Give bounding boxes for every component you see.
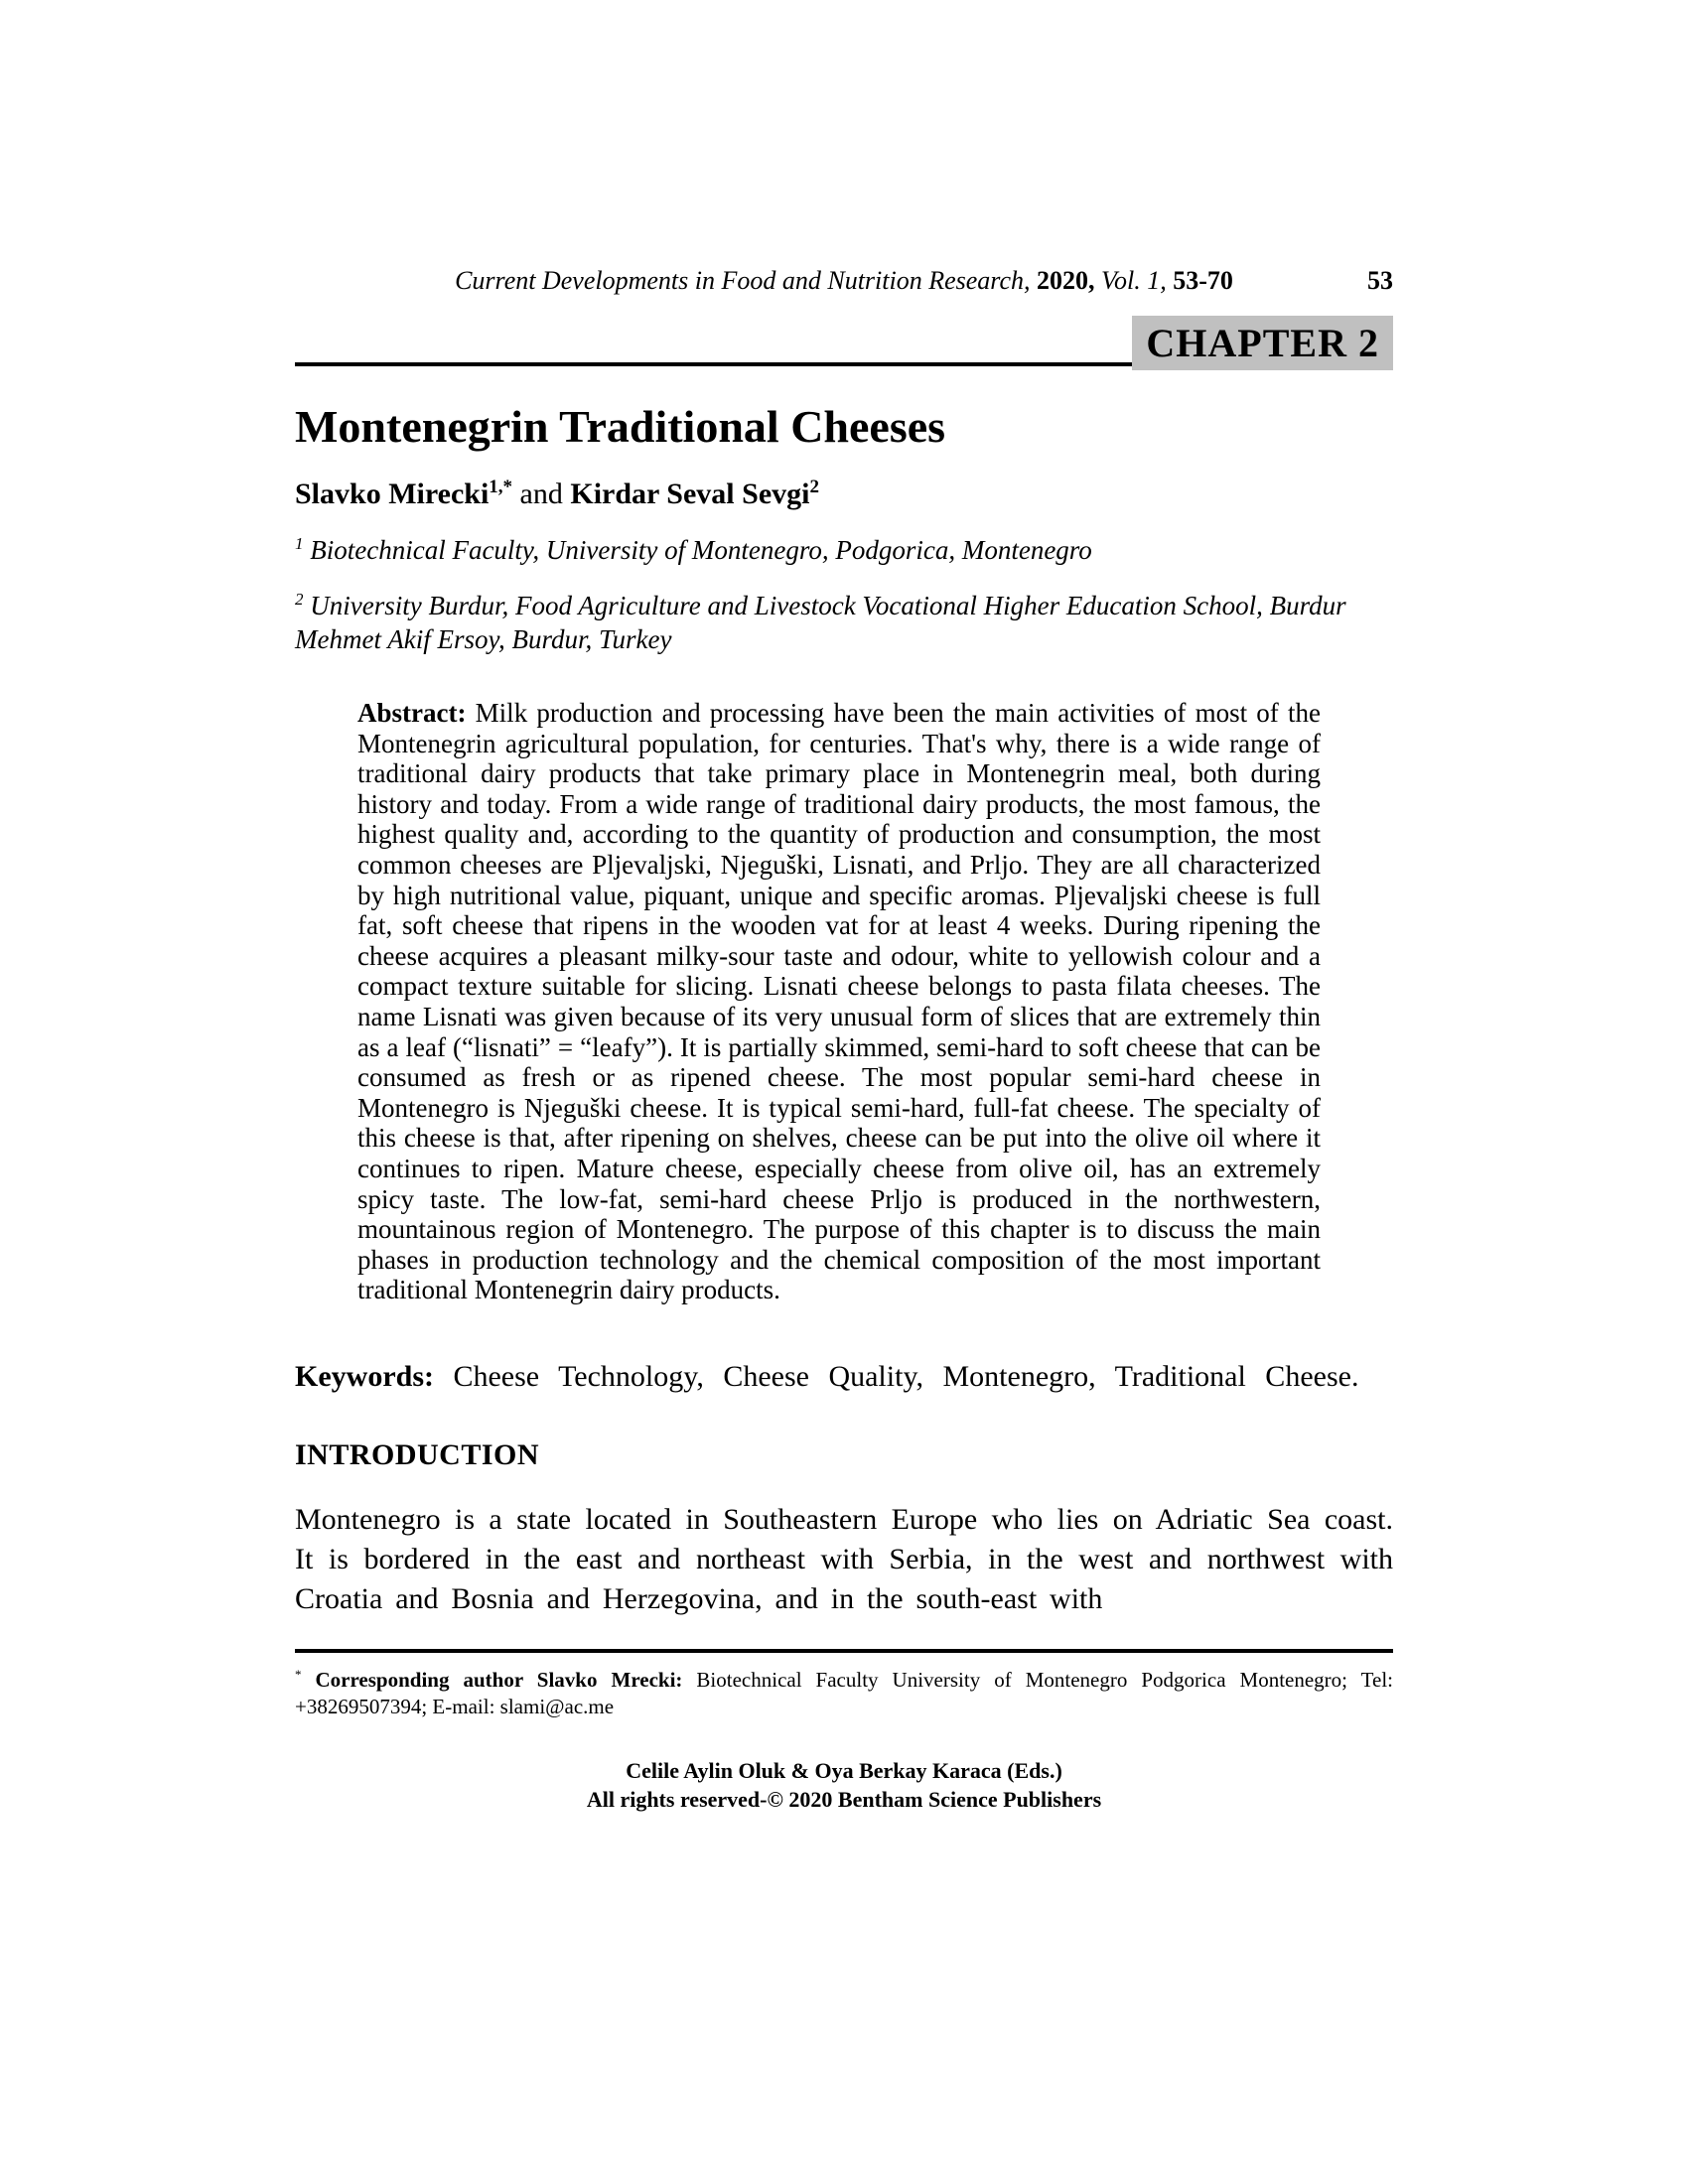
author-connector: and bbox=[512, 478, 571, 510]
chapter-badge: CHAPTER 2 bbox=[1132, 316, 1393, 370]
affiliation-1 bbox=[295, 527, 1393, 567]
abstract-label: Abstract: bbox=[357, 698, 467, 728]
running-head-line bbox=[455, 266, 1233, 295]
affiliation-1-text: Biotechnical Faculty, University of Montenegro, Podgorica, Montenegro bbox=[303, 535, 1092, 565]
corresponding-author-footnote bbox=[295, 1661, 1393, 1720]
affiliation-2-text: University Burdur, Food Agriculture and Livestock Vocational Higher Education School, Burdur Mehmet Akif Ersoy, Burdur, Turkey bbox=[295, 591, 1346, 654]
introduction-heading: INTRODUCTION bbox=[295, 1437, 540, 1471]
publisher-footer bbox=[295, 1756, 1393, 1814]
journal-year: 2020, bbox=[1036, 266, 1101, 295]
journal-volume: Vol. 1, bbox=[1100, 266, 1174, 295]
author-2-superscript: 2 bbox=[809, 477, 819, 497]
author-2: Kirdar Seval Sevgi bbox=[570, 478, 810, 510]
footnote-text: Biotechnical Faculty University of Montenegro Podgorica Montenegro; Tel: +38269507394; E-mail: slami@ac.me bbox=[295, 1667, 1393, 1718]
affiliation-1-marker: 1 bbox=[295, 534, 304, 553]
abstract-text: Milk production and processing have been the main activities of most of the Montenegrin agricultural population, for centuries. That's why, there is a wide range of traditional dairy products that take primary place in Montenegrin meal, both during history and today. From a wide range of traditional dairy products, the most famous, the highest quality and, according to the quantity of production and consumption, the most common cheeses are Pljevaljski, Njeguški, Lisnati, and Prljo. They are all characterized by high nutritional value, piquant, unique and specific aromas. Pljevaljski cheese is full fat, soft cheese that ripens in the wooden vat for at least 4 weeks. During ripening the cheese acquires a pleasant milky-sour taste and odour, white to yellowish colour and a compact texture suitable for slicing. Lisnati cheese belongs to pasta filata cheeses. The name Lisnati was given because of its very unusual form of slices that are extremely thin as a leaf (“lisnati” = “leafy”). It is partially skimmed, semi-hard to soft cheese that can be consumed as fresh or as ripened cheese. The most popular semi-hard cheese in Montenegro is Njeguški cheese. It is typical semi-hard, full-fat cheese. The specialty of this cheese is that, after ripening on shelves, cheese can be put into the olive oil where it continues to ripen. Mature cheese, especially cheese from olive oil, has an extremely spicy taste. The low-fat, semi-hard cheese Prljo is produced in the northwestern, mountainous region of Montenegro. The purpose of this chapter is to discuss the main phases in production technology and the chemical composition of the most important traditional Montenegrin dairy products. bbox=[357, 698, 1321, 1305]
chapter-header bbox=[295, 316, 1393, 372]
introduction-paragraph: Montenegro is a state located in Southeastern Europe who lies on Adriatic Sea coast. It is bordered in the east and northeast with Serbia, in the west and northwest with Croatia and Bosnia and Herzegovina, and in the south-east with bbox=[295, 1502, 1393, 1615]
running-head bbox=[295, 266, 1393, 296]
keywords-text: Cheese Technology, Cheese Quality, Montenegro, Traditional Cheese. bbox=[433, 1359, 1359, 1393]
journal-pages: 53-70 bbox=[1173, 266, 1233, 295]
footer-rights: All rights reserved-© 2020 Bentham Science Publishers bbox=[586, 1786, 1102, 1812]
page-content bbox=[295, 0, 1393, 1814]
footnote-rule bbox=[295, 1649, 1393, 1653]
affiliation-2-marker: 2 bbox=[295, 590, 304, 609]
chapter-title: Montenegrin Traditional Cheeses bbox=[295, 401, 946, 452]
page-number: 53 bbox=[1367, 266, 1393, 295]
abstract bbox=[357, 698, 1321, 1305]
author-line bbox=[295, 477, 1393, 511]
keywords bbox=[295, 1357, 1393, 1397]
journal-name: Current Developments in Food and Nutrition Research, bbox=[455, 266, 1037, 295]
author-1-superscript: 1,* bbox=[489, 477, 513, 497]
footnote-marker: * bbox=[295, 1666, 302, 1682]
author-1: Slavko Mirecki bbox=[295, 478, 490, 510]
affiliation-2 bbox=[295, 583, 1393, 656]
footnote-label: Corresponding author Slavko Mrecki: bbox=[301, 1667, 697, 1692]
footer-editors: Celile Aylin Oluk & Oya Berkay Karaca (Eds.) bbox=[626, 1757, 1062, 1783]
keywords-label: Keywords: bbox=[295, 1359, 434, 1393]
